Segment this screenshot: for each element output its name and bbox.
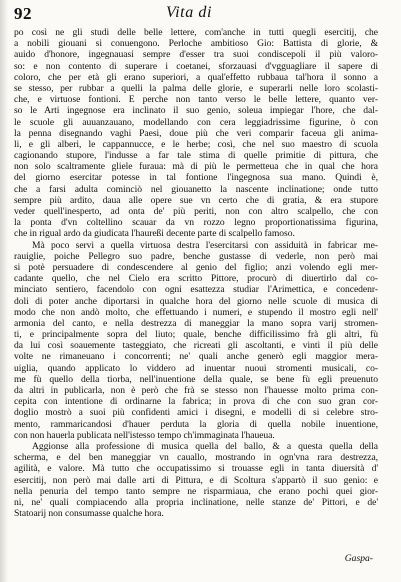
text-line: non solo scaltramente gliele furaua: mà di più le permetteua che in qual che hora (14, 161, 378, 173)
text-line: cadante quello, che nel Cielo era scritto Pittore, procurò di diuertirlo dal co- (14, 273, 378, 285)
page-number: 92 (14, 4, 32, 23)
text-line: so: e non contento di superare i coetanei, sforzauasi d'vgguagliare il sapere di (14, 60, 378, 72)
text-line: Statoarij non consumasse qualche hora. (14, 508, 164, 520)
text-line: le scuole gli auuanzauano, modellando con cera leggiadrissime figurine, ò con (14, 116, 378, 128)
text-line: la penna disegnando vaghi Paesi, doue più che veri comparir faceua gli anima- (14, 127, 378, 139)
text-line: cagionando stupore, l'indusse a far tale stima di quelle primitie di pittura, che (14, 150, 378, 162)
text-line: doglio mostrò a suoi più confidenti amici i disegni, e modelli di si celebre stro- (14, 407, 378, 419)
text-line: ti, e principalmente sopra del liuto; quale, benche difficilissimo frà gli altri, fù (14, 329, 378, 341)
text-line: da lui così soauemente tasteggiato, che ricreati gli ascoltanti, e vinti il più delle (14, 340, 378, 352)
text-line: che in rigual ardo da giudicata l'haureßi decente parte di scalpello famoso. (14, 228, 295, 240)
text-line: che a farsi adulta cominciò nel giouanetto la nascente inclinatione; onde tutto (14, 183, 378, 195)
paragraph (14, 441, 378, 519)
text-line: a nobili giouani si conuengono. Perloche ambitioso Gio: Battista di glorie, & (14, 38, 378, 50)
text-line: Aggionse alla professione di musica quella del ballo, & a questa quella della (32, 440, 378, 452)
text-line: me fù quello della tiorba, nell'inuentione della quale, se bene fù egli preuenuto (14, 373, 378, 385)
paragraph (14, 27, 378, 240)
text-line: esercitij, non però mai dalle arti di Pittura, e di Scoltura s'appartò il suo genio: e (14, 474, 378, 486)
text-line: ni, ne' quali compiacendo alla propria inclinatione, nelle stanze de' Pittori, e de' (14, 496, 378, 508)
text-line: coloro, che per età gli erano superiori, a qual'effetto rubbaua tal'hora il sonno a (14, 71, 378, 83)
text-line: mento, rammaricandosi d'hauer perduta la gloria di quella nobile inuentione, (14, 418, 378, 430)
text-line: veder quell'inesperto, ad onta de' più periti, non con altro scalpello, che con (14, 206, 378, 217)
text-line: sempre più ardito, daua alle opere sue vn certo che di gratia, & era stupore (14, 194, 378, 206)
text-line: scherma, e del ben maneggiar vn cauallo, mostrando in ogn'vna rara destrezza, (14, 452, 378, 464)
text-line: cepita con intentione di ordinarne la fabrica; in prova di che con suo gran cor- (14, 396, 378, 408)
text-line: con non hauerla publicata nell'istesso tempo ch'immaginata l'haueua. (14, 429, 275, 441)
text-line: armonia del canto, e nella destrezza di maneggiar la mano sopra varij stromen- (14, 317, 378, 329)
text-line: nella penuria del tempo tanto sempre ne risparmiaua, che erano pochi quei gior- (14, 485, 378, 497)
text-line: si potè persuadere di condescendere al genio del figlio; anzi volendo egli mer- (14, 261, 378, 273)
text-line: del giorno esercitar potesse in tal fontione l'ingegnosa sua mano. Quindi è, (14, 172, 378, 184)
running-head: Vita di (165, 4, 213, 21)
text-line: la ponta d'vn coltellino scauar da vn rozzo legno proportionatissima figurina, (14, 217, 378, 229)
text-line: agilità, e valore. Mà tutto che occupatissimo si trouasse egli in tanta diuersità d' (14, 463, 378, 475)
text-line: che, e virtuose fontioni. E perche non tanto verso le belle lettere, quanto ver- (14, 94, 378, 106)
catchword: Gaspa- (344, 553, 373, 564)
body-text (14, 27, 378, 519)
text-line: minciato sentiero, facendolo con ogni esattezza studiar l'Arimettica, e concedenr- (14, 284, 378, 296)
text-line: modo che non andò molto, che effettuando i numeri, e stupendo il mostro egli nell' (14, 306, 378, 318)
text-line: auido d'honore, ingegnauasi sempre d'esser tra suoi condiscepoli il più valoro- (14, 49, 378, 61)
page-header (8, 4, 370, 28)
text-line: po così ne gli studi delle belle lettere, com'anche in tutti quegli esercitij, che (14, 27, 378, 38)
text-line: uiglia, quando applicato lo viddero ad inuentar nuoui stromenti musicali, co- (14, 362, 378, 374)
text-line: se stesso, per rubbar a quelli la palma delle glorie, e superarli nelle loro scolasti- (14, 82, 378, 94)
text-line: doli di poter anche diportarsi in qualche hora del giorno nelle scuole di musica di (14, 295, 378, 307)
text-line: li, e gli alberi, le cappannucce, e le herbe; così, che nel suo maestro di scuola (14, 138, 378, 150)
text-line: da altri in publicarla, non è però che frà se stesso non l'hauesse molto prima con- (14, 385, 378, 396)
paragraph (14, 240, 378, 441)
text-line: volte ne rimaneuano i concorrenti; ne' quali anche generò egli maggior mera- (14, 351, 378, 363)
text-line: Mà poco servì a quella virtuosa destra l'esercitarsi con assiduità in fabricar me- (32, 239, 378, 251)
text-line: so le Arti ingegnose era inclinato il suo genio, soleua impiegar l'hore, che dal- (14, 105, 378, 117)
text-line: rauiglie, poiche Pellegro suo padre, benche gustasse di vederle, non però mai (14, 250, 378, 262)
page-gutter-shadow (0, 0, 8, 582)
